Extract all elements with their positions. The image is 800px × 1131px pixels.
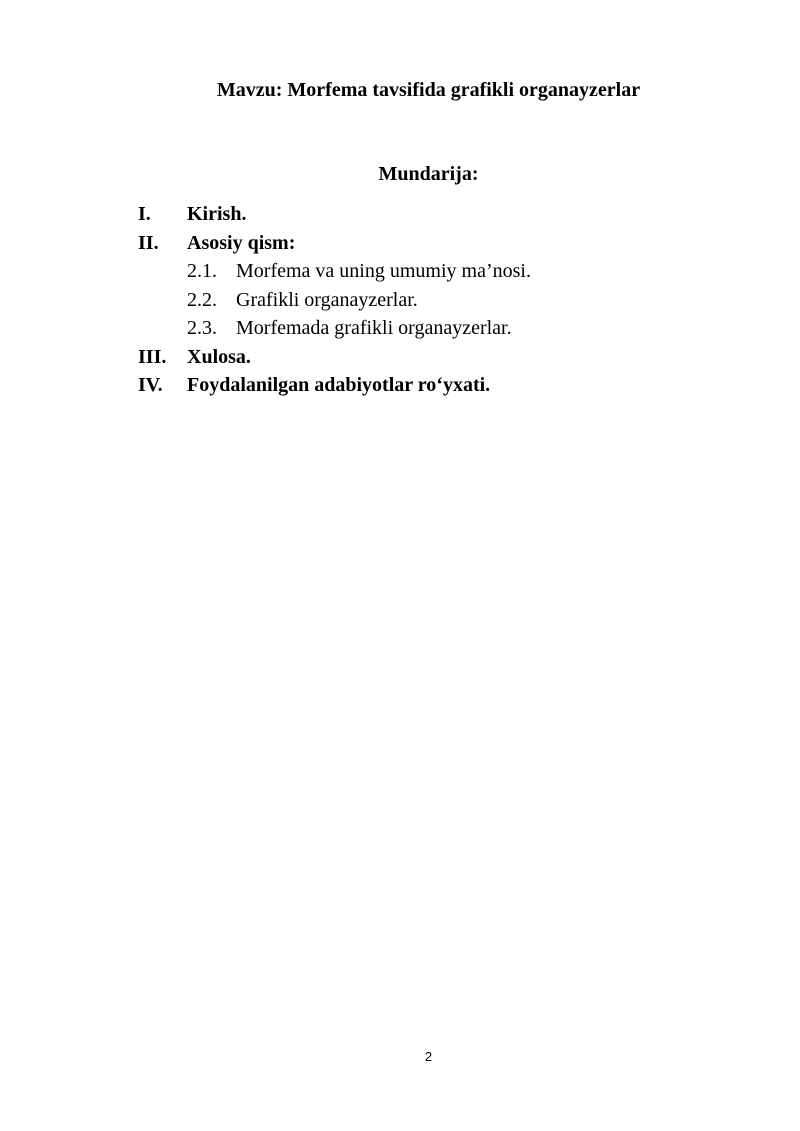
- toc-subitem: [138, 286, 758, 315]
- toc-item: [138, 343, 758, 372]
- toc-item-label: Kirish.: [187, 203, 247, 225]
- toc-item-number: II.: [138, 231, 159, 254]
- toc-item-label: Xulosa.: [187, 345, 251, 368]
- document-title: Mavzu: Morfema tavsifida grafikli organayzerlar: [216, 79, 641, 101]
- toc-subitem-label: Morfemada grafikli organayzerlar.: [236, 317, 512, 339]
- toc-subitem-number: 2.1.: [187, 260, 217, 282]
- toc-item-number: III.: [138, 345, 167, 368]
- toc-item-number: I.: [138, 203, 151, 225]
- toc-item-label: Foydalanilgan adabiyotlar ro‘yxati.: [187, 374, 491, 396]
- toc-subitem-label: Grafikli organayzerlar.: [236, 288, 418, 311]
- page-number: 2: [424, 1049, 433, 1064]
- toc-subitem: [138, 314, 758, 343]
- toc-subitem: [138, 257, 758, 286]
- toc-item: [138, 200, 758, 229]
- toc-subitem-label: Morfema va uning umumiy ma’nosi.: [236, 260, 531, 282]
- toc-item-number: IV.: [138, 374, 163, 396]
- toc-item: [138, 229, 758, 258]
- toc-subitem-number: 2.3.: [187, 317, 217, 339]
- toc-item-label: Asosiy qism:: [187, 231, 296, 254]
- toc-heading: Mundarija:: [378, 163, 479, 185]
- toc-item: [138, 371, 758, 400]
- toc-subitem-number: 2.2.: [187, 288, 217, 311]
- table-of-contents: [138, 200, 758, 400]
